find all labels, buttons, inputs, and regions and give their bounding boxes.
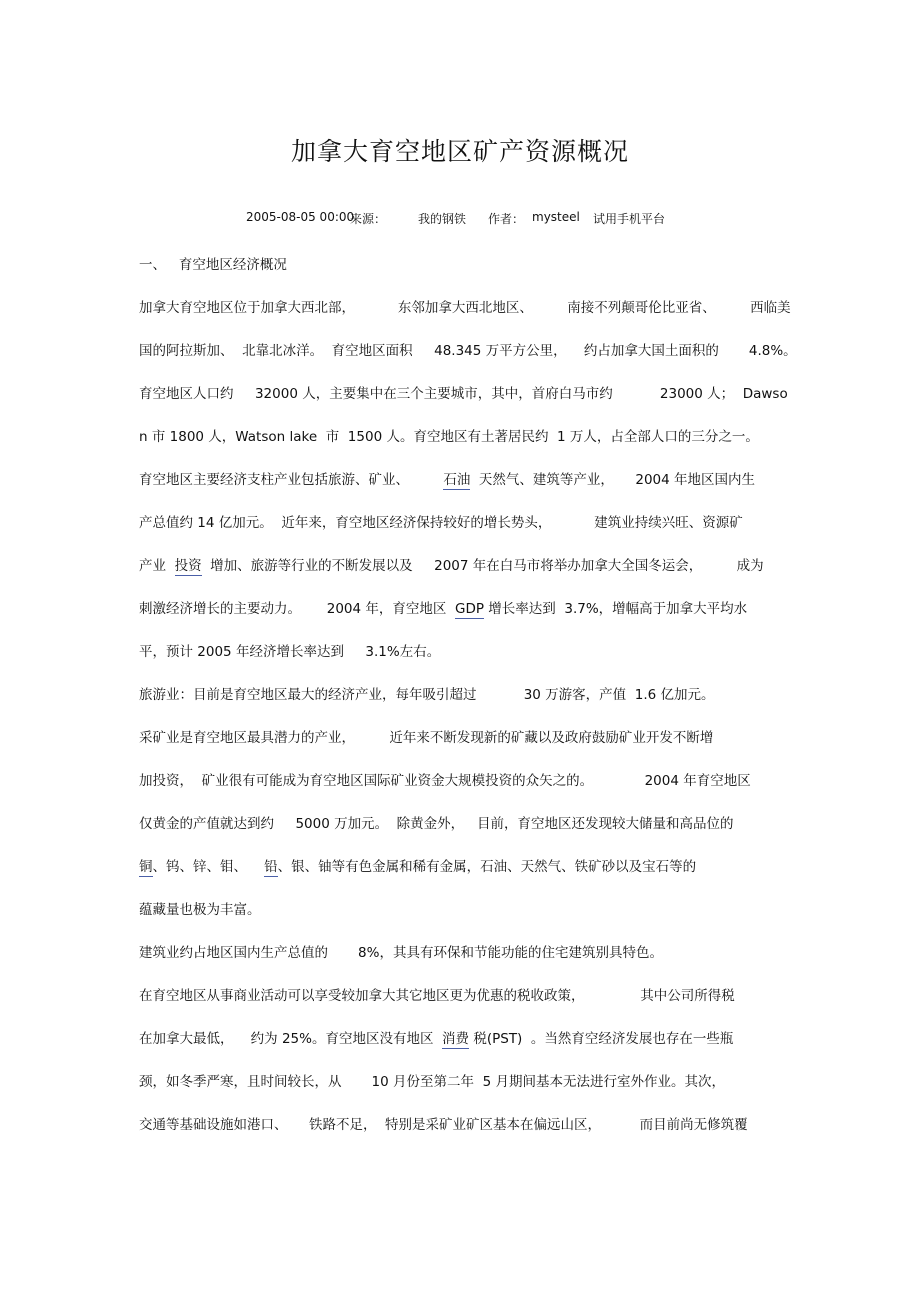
paragraph-line <box>139 298 791 318</box>
text-run: 平，预计 2005 年经济增长率达到 3.1%左右。 <box>139 644 441 660</box>
paragraph-line <box>139 728 713 748</box>
keyword-link[interactable]: 投资 <box>174 558 202 574</box>
source-name: 我的钢铁 <box>418 212 467 226</box>
section-heading: 一、 育空地区经济概况 <box>139 257 287 273</box>
text-run: 育空地区主要经济支柱产业包括旅游、矿业、 <box>139 472 444 488</box>
text-run: 税(PST) 。当然育空经济发展也存在一些瓶 <box>469 1031 734 1047</box>
text-run: 颈，如冬季严寒，且时间较长，从 10 月份至第二年 5 月期间基本无法进行室外作业。其次， <box>139 1074 725 1090</box>
keyword-link[interactable]: GDP <box>454 601 484 617</box>
paragraph-line <box>139 513 743 533</box>
paragraph-line <box>139 900 261 920</box>
keyword-link[interactable]: 铜 <box>139 859 153 875</box>
text-run: 产总值约 14 亿加元。 近年来，育空地区经济保持较好的增长势头， 建筑业持续兴旺、资源矿 <box>139 515 743 531</box>
page-title: 加拿大育空地区矿产资源概况 <box>290 137 629 166</box>
keyword-link[interactable]: 石油 <box>443 472 471 488</box>
keyword-link[interactable]: 消费 <box>442 1031 470 1047</box>
paragraph-line <box>139 943 663 963</box>
text-run: 国的阿拉斯加、 北靠北冰洋。 育空地区面积 48.345 万平方公里， 约占加拿大国土面积的 4.8%。 <box>139 343 797 359</box>
text-run: 采矿业是育空地区最具潜力的产业， 近年来不断发现新的矿藏以及政府鼓励矿业开发不断增 <box>139 730 714 746</box>
text-run: 蕴藏量也极为丰富。 <box>139 902 261 918</box>
paragraph-line <box>139 556 764 576</box>
text-run: 产业 <box>139 558 175 574</box>
text-run: n 市 1800 人，Watson lake 市 1500 人。育空地区有土著居民约 1 万人，占全部人口的三分之一。 <box>139 429 759 445</box>
mobile-link[interactable]: 试用手机平台 <box>593 212 666 226</box>
paragraph-line <box>139 470 755 490</box>
paragraph-line <box>139 685 715 705</box>
publish-date: 2005-08-05 00:00 <box>246 210 355 224</box>
text-run: 增加、旅游等行业的不断发展以及 2007 年在白马市将举办加拿大全国冬运会， 成为 <box>201 558 764 574</box>
article-meta <box>0 210 920 228</box>
text-run: 育空地区人口约 32000 人，主要集中在三个主要城市，其中，首府白马市约 23000 人； Dawso <box>139 386 788 402</box>
text-run: 在育空地区从事商业活动可以享受较加拿大其它地区更为优惠的税收政策， 其中公司所得税 <box>139 988 735 1004</box>
text-run: 加投资， 矿业很有可能成为育空地区国际矿业资金大规模投资的众矢之的。 2004 年育空地区 <box>139 773 751 789</box>
paragraph-line <box>139 1029 733 1049</box>
keyword-link[interactable]: 铅 <box>264 859 278 875</box>
text-run: 仅黄金的产值就达到约 5000 万加元。 除黄金外， 目前，育空地区还发现较大储量和高品位的 <box>139 816 734 832</box>
author-label: 作者： <box>488 212 525 226</box>
paragraph-line <box>139 599 747 619</box>
paragraph-line <box>139 1072 725 1092</box>
text-run: 刺激经济增长的主要动力。 2004 年，育空地区 <box>139 601 455 617</box>
paragraph-line <box>139 814 734 834</box>
paragraph-line <box>139 857 696 877</box>
author-name: mysteel <box>532 210 580 224</box>
text-run: 加拿大育空地区位于加拿大西北部， 东邻加拿大西北地区、 南接不列颠哥伦比亚省、 西临美 <box>139 300 791 316</box>
paragraph-line <box>139 1115 748 1135</box>
text-run: 、钨、锌、钼、 <box>152 859 265 875</box>
paragraph-line <box>139 642 440 662</box>
paragraph-line <box>139 771 751 791</box>
text-run: 旅游业：目前是育空地区最大的经济产业，每年吸引超过 30 万游客，产值 1.6 亿加元。 <box>139 687 715 703</box>
text-run: 在加拿大最低， 约为 25%。育空地区没有地区 <box>139 1031 443 1047</box>
source-label: 来源： <box>350 212 387 226</box>
paragraph-line <box>139 427 759 447</box>
text-run: 增长率达到 3.7%，增幅高于加拿大平均水 <box>483 601 748 617</box>
paragraph-line <box>139 986 735 1006</box>
text-run: 、银、铀等有色金属和稀有金属，石油、天然气、铁矿砂以及宝石等的 <box>277 859 697 875</box>
text-run: 天然气、建筑等产业， 2004 年地区国内生 <box>470 472 756 488</box>
paragraph-line <box>139 384 788 404</box>
text-run: 交通等基础设施如港口、 铁路不足， 特别是采矿业矿区基本在偏远山区， 而目前尚无修筑覆 <box>139 1117 748 1133</box>
paragraph-line <box>139 341 797 361</box>
text-run: 建筑业约占地区国内生产总值的 8%，其具有环保和节能功能的住宅建筑别具特色。 <box>139 945 663 961</box>
